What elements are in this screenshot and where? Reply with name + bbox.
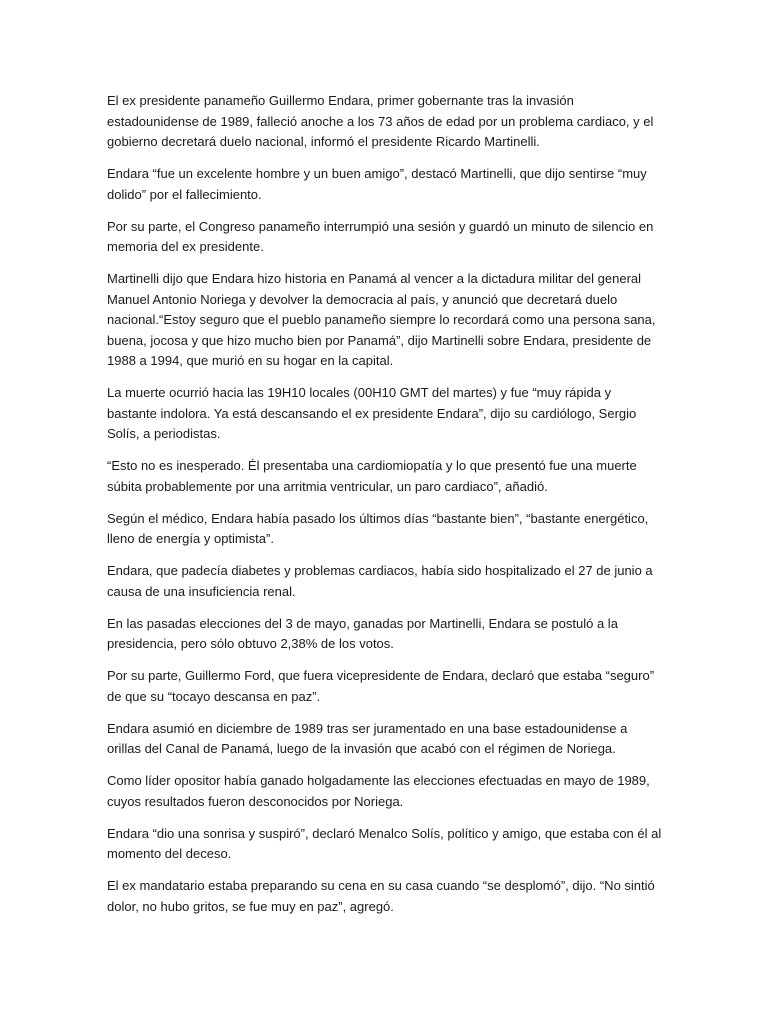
paragraph-14: El ex mandatario estaba preparando su cena en su casa cuando “se desplomó”, dijo. “No sintió dolor, no hubo gritos, se fue muy en paz”, agregó. <box>107 878 655 914</box>
paragraph-2: Endara “fue un excelente hombre y un buen amigo”, destacó Martinelli, que dijo sentirse “muy dolido” por el fallecimiento. <box>107 166 647 202</box>
paragraph-13: Endara “dio una sonrisa y suspiró”, declaró Menalco Solís, político y amigo, que estaba con él al momento del deceso. <box>107 825 662 861</box>
paragraph-6: “Esto no es inesperado. Él presentaba una cardiomiopatía y lo que presentó fue una muerte súbita probablemente por una arritmia ventricular, un paro cardiaco”, añadió. <box>107 458 637 494</box>
paragraph-4: Martinelli dijo que Endara hizo historia en Panamá al vencer a la dictadura militar del general Manuel Antonio Noriega y devolver la democracia al país, y anunció que decretará duelo nacional.“Estoy seguro que el pueblo panameño siempre lo recordará como una persona sana, buena, jocosa y que hizo mucho bien por Panamá”, dijo Martinelli sobre Endara, presidente de 1988 a 1994, que murió en su hogar en la capital. <box>107 271 656 368</box>
paragraph-12: Como líder opositor había ganado holgadamente las elecciones efectuadas en mayo de 1989, cuyos resultados fueron desconocidos por Noriega. <box>107 773 650 809</box>
paragraph-7: Según el médico, Endara había pasado los últimos días “bastante bien”, “bastante energético, lleno de energía y optimista”. <box>107 510 649 546</box>
paragraph-10: Por su parte, Guillermo Ford, que fuera vicepresidente de Endara, declaró que estaba “seguro” de que su “tocayo descansa en paz”. <box>107 668 655 704</box>
document-body <box>107 91 663 929</box>
paragraph-8: Endara, que padecía diabetes y problemas cardiacos, había sido hospitalizado el 27 de junio a causa de una insuficiencia renal. <box>107 563 653 599</box>
paragraph-11: Endara asumió en diciembre de 1989 tras ser juramentado en una base estadounidense a orillas del Canal de Panamá, luego de la invasión que acabó con el régimen de Noriega. <box>107 720 628 756</box>
paragraph-3: Por su parte, el Congreso panameño interrumpió una sesión y guardó un minuto de silencio en memoria del ex presidente. <box>107 218 654 254</box>
paragraph-1: El ex presidente panameño Guillermo Endara, primer gobernante tras la invasión estadounidense de 1989, falleció anoche a los 73 años de edad por un problema cardiaco, y el gobierno decretará duelo nacional, informó el presidente Ricardo Martinelli. <box>107 93 654 149</box>
paragraph-9: En las pasadas elecciones del 3 de mayo, ganadas por Martinelli, Endara se postuló a la presidencia, pero sólo obtuvo 2,38% de los votos. <box>107 615 618 651</box>
paragraph-5: La muerte ocurrió hacia las 19H10 locales (00H10 GMT del martes) y fue “muy rápida y bastante indolora. Ya está descansando el ex presidente Endara”, dijo su cardiólogo, Sergio Solís, a periodistas. <box>107 385 637 441</box>
